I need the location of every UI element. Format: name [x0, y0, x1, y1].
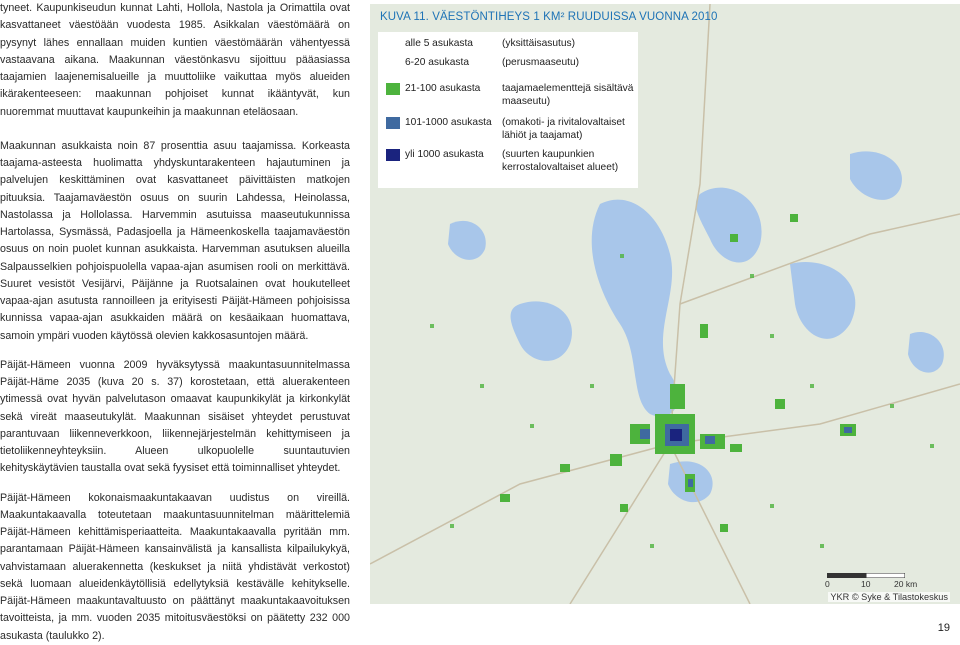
figure-title: KUVA 11. VÄESTÖNTIHEYS 1 KM² RUUDUISSA VUONNA 2010 [380, 11, 718, 23]
paragraph-3: Päijät-Hämeen vuonna 2009 hyväksytyssä maakuntasuunnitelmassa Päijät-Häme 2035 (kuva 20 s. 37) korostetaan, että aluerakenteen ytimessä ovat hyvän palvelutason omaavat kaupunkikylät ja kirkonkylät sekä vireät maaseutukylät. Maakunnan sisäiset yhteydet perustuvat parantuvaan liikenneverkkoon, liikennejärjestelmän kehittymiseen ja tietoliikenneyhteyksiin. Alueen ulkopuolelle suuntautuvien kehityskäytävien taustalla ovat sekä fyysiset että toiminnalliset yhteydet. [0, 358, 350, 475]
scale-bar [827, 573, 905, 578]
page-number: 19 [937, 622, 950, 634]
scale-label-0: 0 [825, 579, 830, 589]
legend-description: taajamaelementtejä sisältävä maaseutu) [502, 83, 634, 107]
legend-label: alle 5 asukasta [405, 38, 473, 49]
legend-description: (yksittäisasutus) [502, 38, 576, 49]
map-credit: YKR © Syke & Tilastokeskus [830, 592, 948, 602]
legend-swatch [386, 57, 400, 69]
paragraph-4: Päijät-Hämeen kokonaismaakuntakaavan uudistus on vireillä. Maakuntakaavalla toteutetaan maakuntasuunnitelman määrittelemiä Päijät-Hämeen kehittämisperiaatteita. Maakuntakaavalla pyritään mm. parantamaan Päijät-Hämeen kansainvälistä ja kansallista kilpailukykyä, vahvistamaan aluerakennetta (keskukset ja niitä yhdistävät verkostot) sekä luomaan alueidenkäytöllisiä edellytyksiä kestävälle kehitykselle. Päijät-Hämeen maakuntavaltuusto on päättänyt maakuntakaavoituksen tavoitteista, ja mm. vuoden 2035 mitoitusväestöksi on päätetty 232 000 asukasta (taulukko 2). [0, 491, 350, 642]
paragraph-2: Maakunnan asukkaista noin 87 prosenttia asuu taajamissa. Korkeasta taajama-asteesta huolimatta yhdyskuntarakenteen hajautuminen ja palvelujen keskittäminen ovat kasvattaneet päivittäisten matkojen pituuksia. Taajamaväestön osuus on suurin Lahdessa, Heinolassa, Nastolassa ja Hollolassa. Harvemmin asutuissa maaseutukunnissa Hartolassa, Sysmässä, Padasjoella ja Hämeenkoskella taajamaväestön osuus on noin puolet kunnan asukkaista. Harvemman asutuksen alueilla Salpausselkien pohjoispuolella vapaa-ajan asumisen rooli on merkittävä. Suuret vesistöt Vesijärvi, Päijänne ja Ruotsalainen ovat houkutelleet vapaa-ajan asutusta rannoilleen ja erityisesti Päijät-Hämeen pohjoisissa kunnissa vapaa-ajan asukkaiden määrä on kesäaikaan huomattava, samoin ympäri vuoden käytössä olevien kakkosasuntojen määrä. [0, 139, 350, 342]
legend-label: 6-20 asukasta [405, 57, 469, 68]
legend-swatch [386, 117, 400, 129]
population-density-figure [370, 4, 960, 604]
map-legend [378, 32, 638, 188]
legend-description: (omakoti- ja rivitalovaltaiset lähiöt ja taajamat) [502, 117, 625, 141]
legend-swatch [386, 38, 400, 50]
scale-label-10: 10 [861, 579, 871, 589]
legend-swatch [386, 83, 400, 95]
legend-swatch [386, 149, 400, 161]
scale-label-20: 20 km [894, 579, 918, 589]
legend-description: (suurten kaupunkien kerrostalovaltaiset alueet) [502, 149, 619, 173]
legend-label: 101-1000 asukasta [405, 117, 492, 128]
body-text-column [0, 0, 350, 645]
legend-description: (perusmaaseutu) [502, 57, 580, 68]
legend-label: yli 1000 asukasta [405, 149, 484, 160]
paragraph-1: tyneet. Kaupunkiseudun kunnat Lahti, Hollola, Nastola ja Orimattila ovat kasvattaneet väestöään vuodesta 1985. Asikkalan väestömäärä on pysynyt lähes ennallaan muiden kuntien väestömäärän vähentyessä vastaavana aikana. Maakunnan väestönkasvu sijoittuu pääasiassa taajamien laajenemisalueille ja muuttoliike vaikuttaa myös alueiden ikärakenteeseen: maakunnan pohjoiset kunnat ikääntyvät, kun nuoremmat muuttavat kaupunkeihin ja maakunnan eteläosaan. [0, 2, 350, 118]
legend-label: 21-100 asukasta [405, 83, 481, 94]
